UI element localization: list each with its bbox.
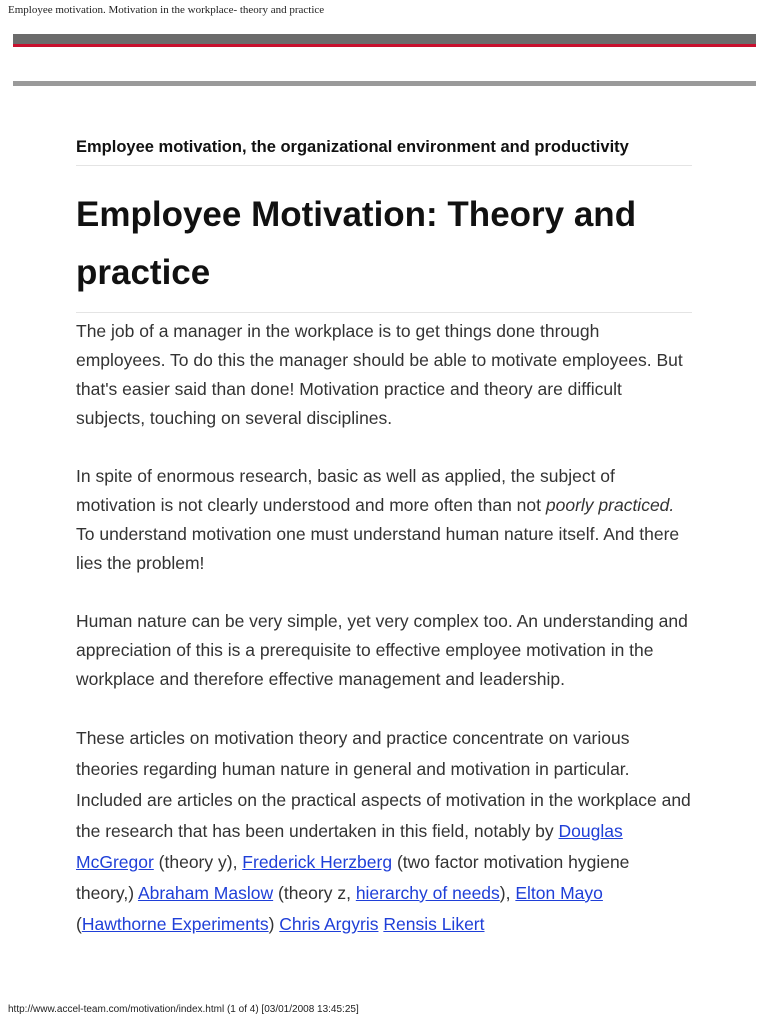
top-gray-bar xyxy=(13,34,756,44)
paragraph-articles xyxy=(76,723,692,940)
text-segment: ( xyxy=(76,914,82,934)
text-segment: ), xyxy=(499,883,516,903)
paragraph-intro: The job of a manager in the workplace is to get things done through employees. To do this the manager should be able to motivate employees. But that's easier said than done! Motivation practice and theory are difficult subjects, touching on several disciplines. xyxy=(76,321,683,428)
paragraph-articles-text: These articles on motivation theory and practice concentrate on various theories regarding human nature in general and motivation in particular. Included are articles on the practical aspects of motivation in the workplace and the research that has been undertaken in this field, notably by xyxy=(76,728,691,841)
print-footer-url: http://www.accel-team.com/motivation/index.html (1 of 4) [03/01/2008 13:45:25] xyxy=(8,1004,359,1015)
paragraph-research-tail: To understand motivation one must understand human nature itself. And there lies the problem! xyxy=(76,524,680,573)
link-frederick-herzberg[interactable]: Frederick Herzberg xyxy=(242,852,393,872)
paragraph-research xyxy=(76,462,692,578)
link-douglas-mcgregor[interactable]: Douglas McGregor xyxy=(76,821,623,872)
link-rensis-likert[interactable]: Rensis Likert xyxy=(383,914,485,934)
link-hawthorne-experiments[interactable]: Hawthorne Experiments xyxy=(81,914,269,934)
text-segment: ) xyxy=(268,914,280,934)
text-segment: (theory y), xyxy=(153,852,243,872)
print-header: Employee motivation. Motivation in the workplace- theory and practice xyxy=(8,4,325,16)
emphasis-poorly-practiced: poorly practiced. xyxy=(545,495,675,515)
text-segment: (theory z, xyxy=(273,883,356,903)
second-gray-bar xyxy=(13,81,756,86)
top-red-rule xyxy=(13,44,756,47)
text-segment: (two factor motivation hygiene theory,) xyxy=(76,852,630,903)
page-title: Employee Motivation: Theory and practice xyxy=(76,186,692,313)
section-title: Employee motivation, the organizational environment and productivity xyxy=(76,138,692,166)
link-hierarchy-of-needs[interactable]: hierarchy of needs xyxy=(355,883,500,903)
paragraph-human-nature: Human nature can be very simple, yet very complex too. An understanding and appreciation of this is a prerequisite to effective employee motivation in the workplace and therefore effective management and leadership. xyxy=(76,611,688,689)
article-content xyxy=(76,138,692,940)
link-abraham-maslow[interactable]: Abraham Maslow xyxy=(137,883,274,903)
link-chris-argyris[interactable]: Chris Argyris xyxy=(279,914,379,934)
link-elton-mayo[interactable]: Elton Mayo xyxy=(515,883,603,903)
paragraph-research-text: In spite of enormous research, basic as well as applied, the subject of motivation is not clearly understood and more often than not xyxy=(76,466,615,515)
